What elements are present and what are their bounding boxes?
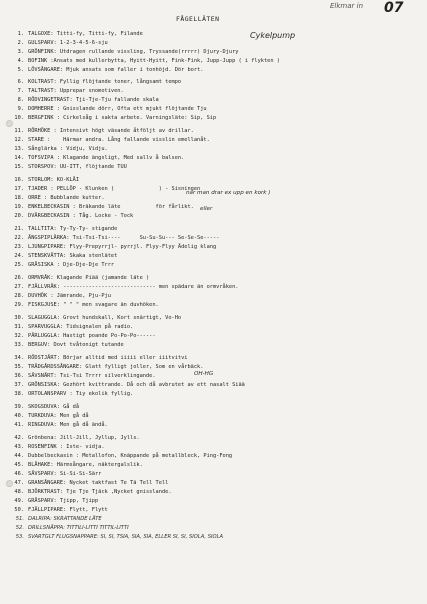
list-item-text: FJÄLLVRÅK: ----------------------------- men spädare än ormvråken. xyxy=(28,284,239,290)
list-item-text: RÖDSTJÄRT: Börjar alltid med iiiii eller iiitvitvi xyxy=(28,355,188,361)
handwritten-eller: eller xyxy=(200,206,213,212)
list-item xyxy=(8,243,423,251)
list-item xyxy=(8,461,423,469)
list-item-number: 16. xyxy=(14,177,24,183)
list-item-text: DUVHÖK : Jämrande, Pju-Pju xyxy=(28,293,111,299)
list-item-number: 3. xyxy=(17,49,24,55)
list-item xyxy=(8,30,423,38)
list-item-number: 32. xyxy=(14,333,24,339)
list-item xyxy=(8,470,423,478)
list-item-number: 37. xyxy=(14,382,24,388)
list-item-text: BJÖRKTRAST: Tje Tje Tjäck ,Nycket gnisslande. xyxy=(28,489,172,495)
list-item xyxy=(8,274,423,282)
list-item-number: 9. xyxy=(17,106,24,112)
list-item-text: GRÅSISKA : Dje-Dje-Dje Trrr xyxy=(28,262,115,268)
list-item xyxy=(8,176,423,184)
list-item-text: Sånglärka : Vidju, Vidju. xyxy=(28,146,108,152)
corner-handwritten-note: Elkmar in xyxy=(330,2,364,10)
list-item-number: 26. xyxy=(14,275,24,281)
list-item-text: STORLOM: KO-KLÅI xyxy=(28,177,80,183)
list-item-number: 33. xyxy=(14,342,24,348)
list-item-text: BOFINK :Ansats med kullerbytta, Hyitt-Hyitt, Fink-Fink, Jupp-Jupp ( i flykten ) xyxy=(28,58,280,64)
list-item xyxy=(8,87,423,95)
list-item-number: 48. xyxy=(14,489,24,495)
list-item-number: 21. xyxy=(14,226,24,232)
list-item-number: 28. xyxy=(14,293,24,299)
list-item-number: 53. xyxy=(15,534,24,540)
list-item-number: 5. xyxy=(17,67,24,73)
list-item-number: 29. xyxy=(14,302,24,308)
list-item-number: 22. xyxy=(14,235,24,241)
list-item-number: 35. xyxy=(14,364,24,370)
list-item-number: 10. xyxy=(14,115,24,121)
list-item xyxy=(8,332,423,340)
handwritten-flykten-note: nar man drar ex upp en kork ) xyxy=(186,190,271,196)
list-item xyxy=(8,39,423,47)
list-item-number: 14. xyxy=(14,155,24,161)
list-item-text: STORSPOV: UU-ITT, flöjtande TUU xyxy=(28,164,127,170)
list-item-number: 40. xyxy=(14,413,24,419)
list-item-number: 15. xyxy=(14,164,24,170)
list-item-number: 46. xyxy=(14,471,24,477)
list-item-number: 12. xyxy=(14,137,24,143)
list-item-number: 13. xyxy=(14,146,24,152)
list-item-text: DALRIPA: SKRATTANDE LÄTE xyxy=(28,516,102,522)
list-item xyxy=(8,301,423,309)
list-item-text: BERGFINK : Cirkelsåg i sakta arbete. Varningsläte: Sip, Sip xyxy=(28,115,217,121)
list-item-text: KOLTRAST: Fyllig flöjtande toner, långsamt tempo xyxy=(28,79,182,85)
list-item-text: TALLTITA: Ty-Ty-Ty- stigande xyxy=(28,226,118,232)
list-item-number: 51. xyxy=(15,516,24,522)
list-item xyxy=(8,136,423,144)
list-item-text: SLAGUGGLA: Grovt hundskall, Kort snärtigt, Vo-Ho xyxy=(28,315,182,321)
list-item-number: 38. xyxy=(14,391,24,397)
list-item xyxy=(8,154,423,162)
list-item-number: 43. xyxy=(14,444,24,450)
list-item-text: DOMHERRE : Gnisslande dörr, Ofta ett mjukt flöjtande Tju xyxy=(28,106,207,112)
list-item-number: 17. xyxy=(14,186,24,192)
list-item-text: Dubbelbeckasin : Metallofon, Knäppande på metallbleck, Ping-Fong xyxy=(28,453,233,459)
list-item xyxy=(8,203,423,211)
list-item xyxy=(8,515,423,523)
list-item-text: TOFSVIPA : Klagande ängsligt, Med sallv å balsen. xyxy=(28,155,185,161)
list-item xyxy=(8,292,423,300)
list-item-text: GRANSÅNGARE: Nycket taktfast Te Tä Tell Tell xyxy=(28,480,169,486)
list-item-text: SÄVSPARV: Si-Si-Si-Särr xyxy=(28,471,102,477)
page-number: 07 xyxy=(384,0,404,16)
list-item-number: 47. xyxy=(14,480,24,486)
list-item-text: SVARTGLT FLUGSNAPPARE: SI, SI, TSIA, SIA, SIA, ELLER SI, SI, SIOLA, SIOLA xyxy=(28,534,224,540)
list-item-number: 4. xyxy=(17,58,24,64)
list-item xyxy=(8,127,423,135)
list-item xyxy=(8,314,423,322)
list-item xyxy=(8,488,423,496)
list-item-number: 42. xyxy=(14,435,24,441)
list-item-text: TURKDUVA: Men gå då xyxy=(28,413,89,419)
list-item-text: TALTRAST: Upprepar snomotiven. xyxy=(28,88,124,94)
list-item xyxy=(8,66,423,74)
list-item xyxy=(8,252,423,260)
list-item-number: 52. xyxy=(15,525,24,531)
list-item-text: GULSPARV: 1-2-3-4-5-6-sju xyxy=(28,40,108,46)
list-item xyxy=(8,390,423,398)
list-item-text: Grönbena: Jill-Jill, Jyllup, Jylls. xyxy=(28,435,140,441)
list-item xyxy=(8,479,423,487)
list-item-number: 41. xyxy=(14,422,24,428)
list-item xyxy=(8,372,423,380)
list-item-number: 1. xyxy=(17,31,24,37)
list-item xyxy=(8,78,423,86)
list-item xyxy=(8,57,423,65)
list-item xyxy=(8,452,423,460)
list-item-text: FISKGJUSE: " " " men svagare än duvhöken. xyxy=(28,302,159,308)
list-item xyxy=(8,341,423,349)
list-item xyxy=(8,497,423,505)
list-item xyxy=(8,363,423,371)
list-item-number: 27. xyxy=(14,284,24,290)
list-item-text: ÄNGSPIPLÄRKA: Tsi-Tsi-Tsi---- Su-Su-Su--- Se-Se-Se----- xyxy=(28,235,220,241)
list-item-text: GRÖNSISKA: Gezhört kvittrande. Då och då avbrutet av ett nasalt Siää xyxy=(28,382,245,388)
list-item xyxy=(8,225,423,233)
list-item-text: ORMVRÅK: Klagande Piää (jamande läte ) xyxy=(28,275,150,281)
list-item-number: 49. xyxy=(14,498,24,504)
list-item xyxy=(8,412,423,420)
list-item-number: 24. xyxy=(14,253,24,259)
list-item xyxy=(8,403,423,411)
list-item xyxy=(8,261,423,269)
list-item-number: 6. xyxy=(17,79,24,85)
list-item xyxy=(8,381,423,389)
list-item-text: BLÅHAKE: Härmsångare, näktergalslik. xyxy=(28,462,143,468)
list-item-text: SKOGSDUVA: Gå då xyxy=(28,404,80,410)
list-item-number: 31. xyxy=(14,324,24,330)
list-item xyxy=(8,96,423,104)
list-item-text: RÖRHÖKE : Intensivt högt väsande åtföljt av drillar. xyxy=(28,128,194,134)
list-item-text: RÖDVINGETRAST: Tji-Tje-Tju fallande skala xyxy=(28,97,159,103)
list-item-number: 2. xyxy=(17,40,24,46)
list-item-text: LJUNGPIPARE: Flyy-Prepyrrjl- pyrrjl. Flyy-Flyy Ädelig klang xyxy=(28,244,217,250)
list-item-text: ENKELBECKASIN : Bräkande läte för fårlikt. xyxy=(28,204,194,210)
list-item-text: ORTOLANSPARV : Tiy ekolik fyllig. xyxy=(28,391,134,397)
list-item xyxy=(8,163,423,171)
list-item xyxy=(8,533,423,541)
list-item xyxy=(8,283,423,291)
list-item-text: TALGOXE: Titti-fy, Titti-fy, Filande xyxy=(28,31,143,37)
list-item-text: TRÄDGÅRDSSÅNGARE: Glatt fylligt joller, Som en vårbäck. xyxy=(28,364,204,370)
list-item-number: 39. xyxy=(14,404,24,410)
list-item-number: 36. xyxy=(14,373,24,379)
list-item xyxy=(8,421,423,429)
list-item-text: TJADER : PELLÖP - Klunken ( ) - Sisningen xyxy=(28,186,201,192)
document-title: FÅGELLÄTEN xyxy=(176,15,220,23)
list-item xyxy=(8,212,423,220)
list-item-number: 45. xyxy=(14,462,24,468)
list-item-text: STARE : Härmar andra. Lång fallande visslin emellanåt. xyxy=(28,137,210,143)
list-item xyxy=(8,434,423,442)
list-item-text: FJÄLLPIPARE: Flytt, Flytt xyxy=(28,507,108,513)
list-item-number: 19. xyxy=(14,204,24,210)
list-item-text: ROSENFINK : Iste- vidja. xyxy=(28,444,105,450)
list-item xyxy=(8,506,423,514)
list-item-text: DRILLSNÄPPA: TITTILI-LITTI TITTIL-LITTI xyxy=(28,525,129,531)
list-item-number: 7. xyxy=(17,88,24,94)
list-item-number: 34. xyxy=(14,355,24,361)
list-item-number: 20. xyxy=(14,213,24,219)
list-item-text: RINGDUVA: Men gå då ändå. xyxy=(28,422,108,428)
list-item-text: SPARVUGGLA: Tidsignalen på radio. xyxy=(28,324,134,330)
list-item-text: LÖVSÅNGARE: Mjuk ansats som faller i tonhöjd. Dör bort. xyxy=(28,67,204,73)
list-item-number: 25. xyxy=(14,262,24,268)
list-item-text: BERGUV: Dovt tvåtonigt tutande xyxy=(28,342,124,348)
list-item-text: ORRE : Bubblande kutter. xyxy=(28,195,105,201)
list-item xyxy=(8,114,423,122)
list-item-text: DVÄRGBECKASIN : Tåg. Locke - Tock xyxy=(28,213,134,219)
list-item xyxy=(8,145,423,153)
list-item-number: 30. xyxy=(14,315,24,321)
list-item-text: GRÅSPARV: Tjipp, Tjipp xyxy=(28,498,99,504)
list-item xyxy=(8,443,423,451)
list-item-text: SÄVSNÄRT: Tsi-Tsi Trrrr silverklingande. xyxy=(28,373,156,379)
list-item xyxy=(8,234,423,242)
list-item-number: 50. xyxy=(14,507,24,513)
list-item xyxy=(8,105,423,113)
list-item-number: 18. xyxy=(14,195,24,201)
list-item xyxy=(8,524,423,532)
list-item-text: PÄRLUGGLA: Hastigt poande Po-Po-Po------ xyxy=(28,333,156,339)
list-item xyxy=(8,354,423,362)
list-item xyxy=(8,323,423,331)
list-item-number: 44. xyxy=(14,453,24,459)
list-item-text: STENSKVÄTTA: Skaka stenlätet xyxy=(28,253,118,259)
list-item-number: 11. xyxy=(14,128,24,134)
handwritten-cykelpump: Cykelpump xyxy=(250,31,296,40)
list-item xyxy=(8,48,423,56)
handwritten-oh-hg: OH-HG xyxy=(194,371,214,377)
list-item-number: 8. xyxy=(17,97,24,103)
list-item-number: 23. xyxy=(14,244,24,250)
list-item-text: GRÖNFINK: Utdragen rullande vissling, Tryssande(rrrrr) Djury-Djury xyxy=(28,49,239,55)
